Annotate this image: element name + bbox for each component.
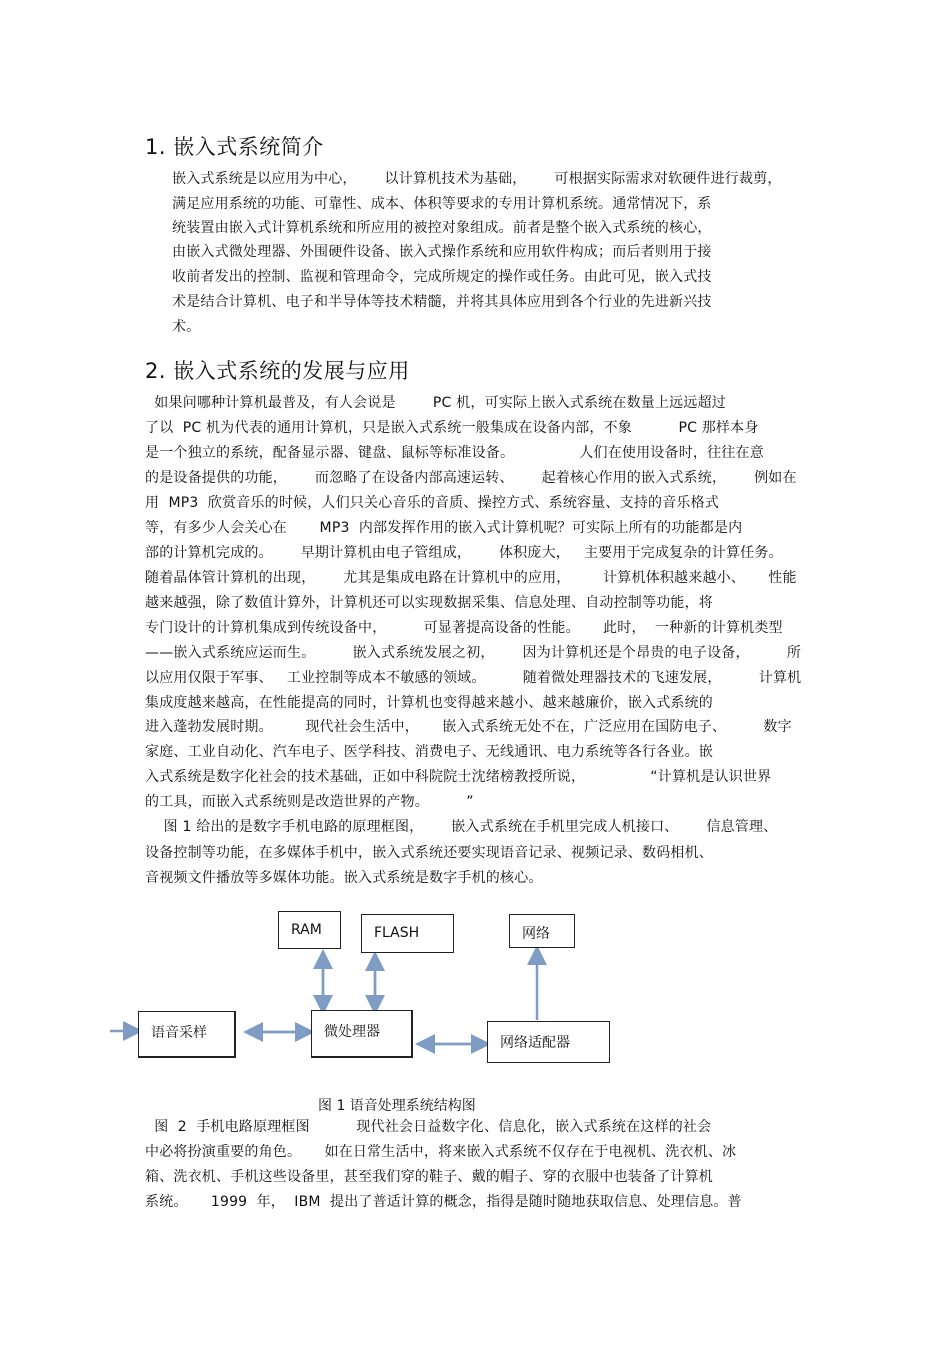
ram-label: RAM (291, 922, 322, 938)
section-2-line: 等，有多少人会关心在 MP3 内部发挥作用的嵌入式计算机呢？可实际上所有的功能都是内 (145, 520, 743, 536)
section-2-line: 入式系统是数字化社会的技术基础，正如中科院院士沈绪榜教授所说， “计算机是认识世界 (145, 769, 772, 785)
section-2-line: 集成度越来越高，在性能提高的同时，计算机也变得越来越小、越来越廉价，嵌入式系统的 (145, 695, 713, 711)
section-2-heading: 2. 嵌入式系统的发展与应用 (145, 359, 410, 383)
section-2-line: 越来越强，除了数值计算外，计算机还可以实现数据采集、信息处理、自动控制等功能，将 (145, 595, 713, 611)
section-2-line: 是一个独立的系统，配备显示器、键盘、鼠标等标准设备。 人们在使用设备时，往往在意 (145, 445, 764, 461)
section-2-line: 部的计算机完成的。 早期计算机由电子管组成， 体积庞大， 主要用于完成复杂的计算任务。 (145, 545, 783, 561)
section-1-line: 术是结合计算机、电子和半导体等技术精髓，并将其具体应用到各个行业的先进新兴技 (172, 294, 712, 310)
voice-sampling-label: 语音采样 (151, 1025, 207, 1041)
microprocessor-box (311, 1010, 413, 1058)
section-2-line: 以应用仅限于军事、 工业控制等成本不敏感的领域。 随着微处理器技术的飞速发展， 计算机 (145, 670, 802, 686)
section-2-line: 用 MP3 欣赏音乐的时候，人们只关心音乐的音质、操控方式、系统容量、支持的音乐格式 (145, 495, 720, 511)
flash-label: FLASH (374, 925, 420, 941)
section-2-line: 设备控制等功能，在多媒体手机中，嵌入式系统还要实现语音记录、视频记录、数码相机、 (145, 845, 713, 861)
section-2-line: 图 1 给出的是数字手机电路的原理框图， 嵌入式系统在手机里完成人机接口、 信息管理、 (145, 819, 778, 835)
section-2-line: 家庭、工业自动化、汽车电子、医学科技、消费电子、无线通讯、电力系统等各行各业。嵌 (145, 744, 713, 760)
flash-box (361, 914, 454, 953)
section-3-line: 箱、洗衣机、手机这些设备里，甚至我们穿的鞋子、戴的帽子、穿的衣服中也装备了计算机 (145, 1169, 713, 1185)
section-2-line: 的工具，而嵌入式系统则是改造世界的产物。 ” (145, 794, 474, 810)
section-3-line: 中必将扮演重要的角色。 如在日常生活中，将来嵌入式系统不仅存在于电视机、洗衣机、冰 (145, 1144, 737, 1160)
section-1-heading: 1. 嵌入式系统简介 (145, 135, 324, 159)
microprocessor-label: 微处理器 (324, 1024, 380, 1040)
section-2-line: ——嵌入式系统应运而生。 嵌入式系统发展之初， 因为计算机还是个昂贵的电子设备， 所 (145, 645, 802, 661)
section-2-line: 专门设计的计算机集成到传统设备中， 可显著提高设备的性能。 此时， 一种新的计算机类型 (145, 620, 783, 636)
section-2-line: 随着晶体管计算机的出现， 尤其是集成电路在计算机中的应用， 计算机体积越来越小、 性能 (145, 570, 797, 586)
section-3-line: 图 2 手机电路原理框图 现代社会日益数字化、信息化，嵌入式系统在这样的社会 (145, 1119, 712, 1135)
section-1-line: 嵌入式系统是以应用为中心， 以计算机技术为基础， 可根据实际需求对软硬件进行裁剪， (172, 171, 782, 187)
section-1-line: 术。 (172, 319, 201, 335)
network-adapter-label: 网络适配器 (500, 1035, 570, 1051)
figure-caption: 图 1 语音处理系统结构图 (318, 1098, 476, 1114)
section-1-line: 统装置由嵌入式计算机系统和所应用的被控对象组成。前者是整个嵌入式系统的核心， (172, 220, 712, 236)
section-2-line: 进入蓬勃发展时期。 现代社会生活中， 嵌入式系统无处不在，广泛应用在国防电子、 数字 (145, 719, 792, 735)
section-2-line: 如果问哪种计算机最普及，有人会说是 PC 机，可实际上嵌入式系统在数量上远远超过 (145, 395, 726, 411)
voice-sampling-box (138, 1011, 236, 1058)
section-1-line: 收前者发出的控制、监视和管理命令，完成所规定的操作或任务。由此可见，嵌入式技 (172, 269, 712, 285)
section-2-line: 音视频文件播放等多媒体功能。嵌入式系统是数字手机的核心。 (145, 870, 543, 886)
network-adapter-box (487, 1021, 610, 1063)
section-3-line: 系统。 1999 年， IBM 提出了普适计算的概念，指得是随时随地获取信息、处理信息。普 (145, 1194, 742, 1210)
network-label: 网络 (522, 926, 550, 942)
section-2-line: 的是设备提供的功能， 而忽略了在设备内部高速运转、 起着核心作用的嵌入式系统， 例如在 (145, 470, 797, 486)
network-box (509, 914, 575, 948)
section-1-line: 满足应用系统的功能、可靠性、成本、体积等要求的专用计算机系统。通常情况下，系 (172, 196, 712, 212)
ram-box (278, 911, 341, 949)
section-1-line: 由嵌入式微处理器、外围硬件设备、嵌入式操作系统和应用软件构成；而后者则用于接 (172, 244, 712, 260)
section-2-line: 了以 PC 机为代表的通用计算机，只是嵌入式系统一般集成在设备内部，不象 PC 那样本身 (145, 420, 759, 436)
